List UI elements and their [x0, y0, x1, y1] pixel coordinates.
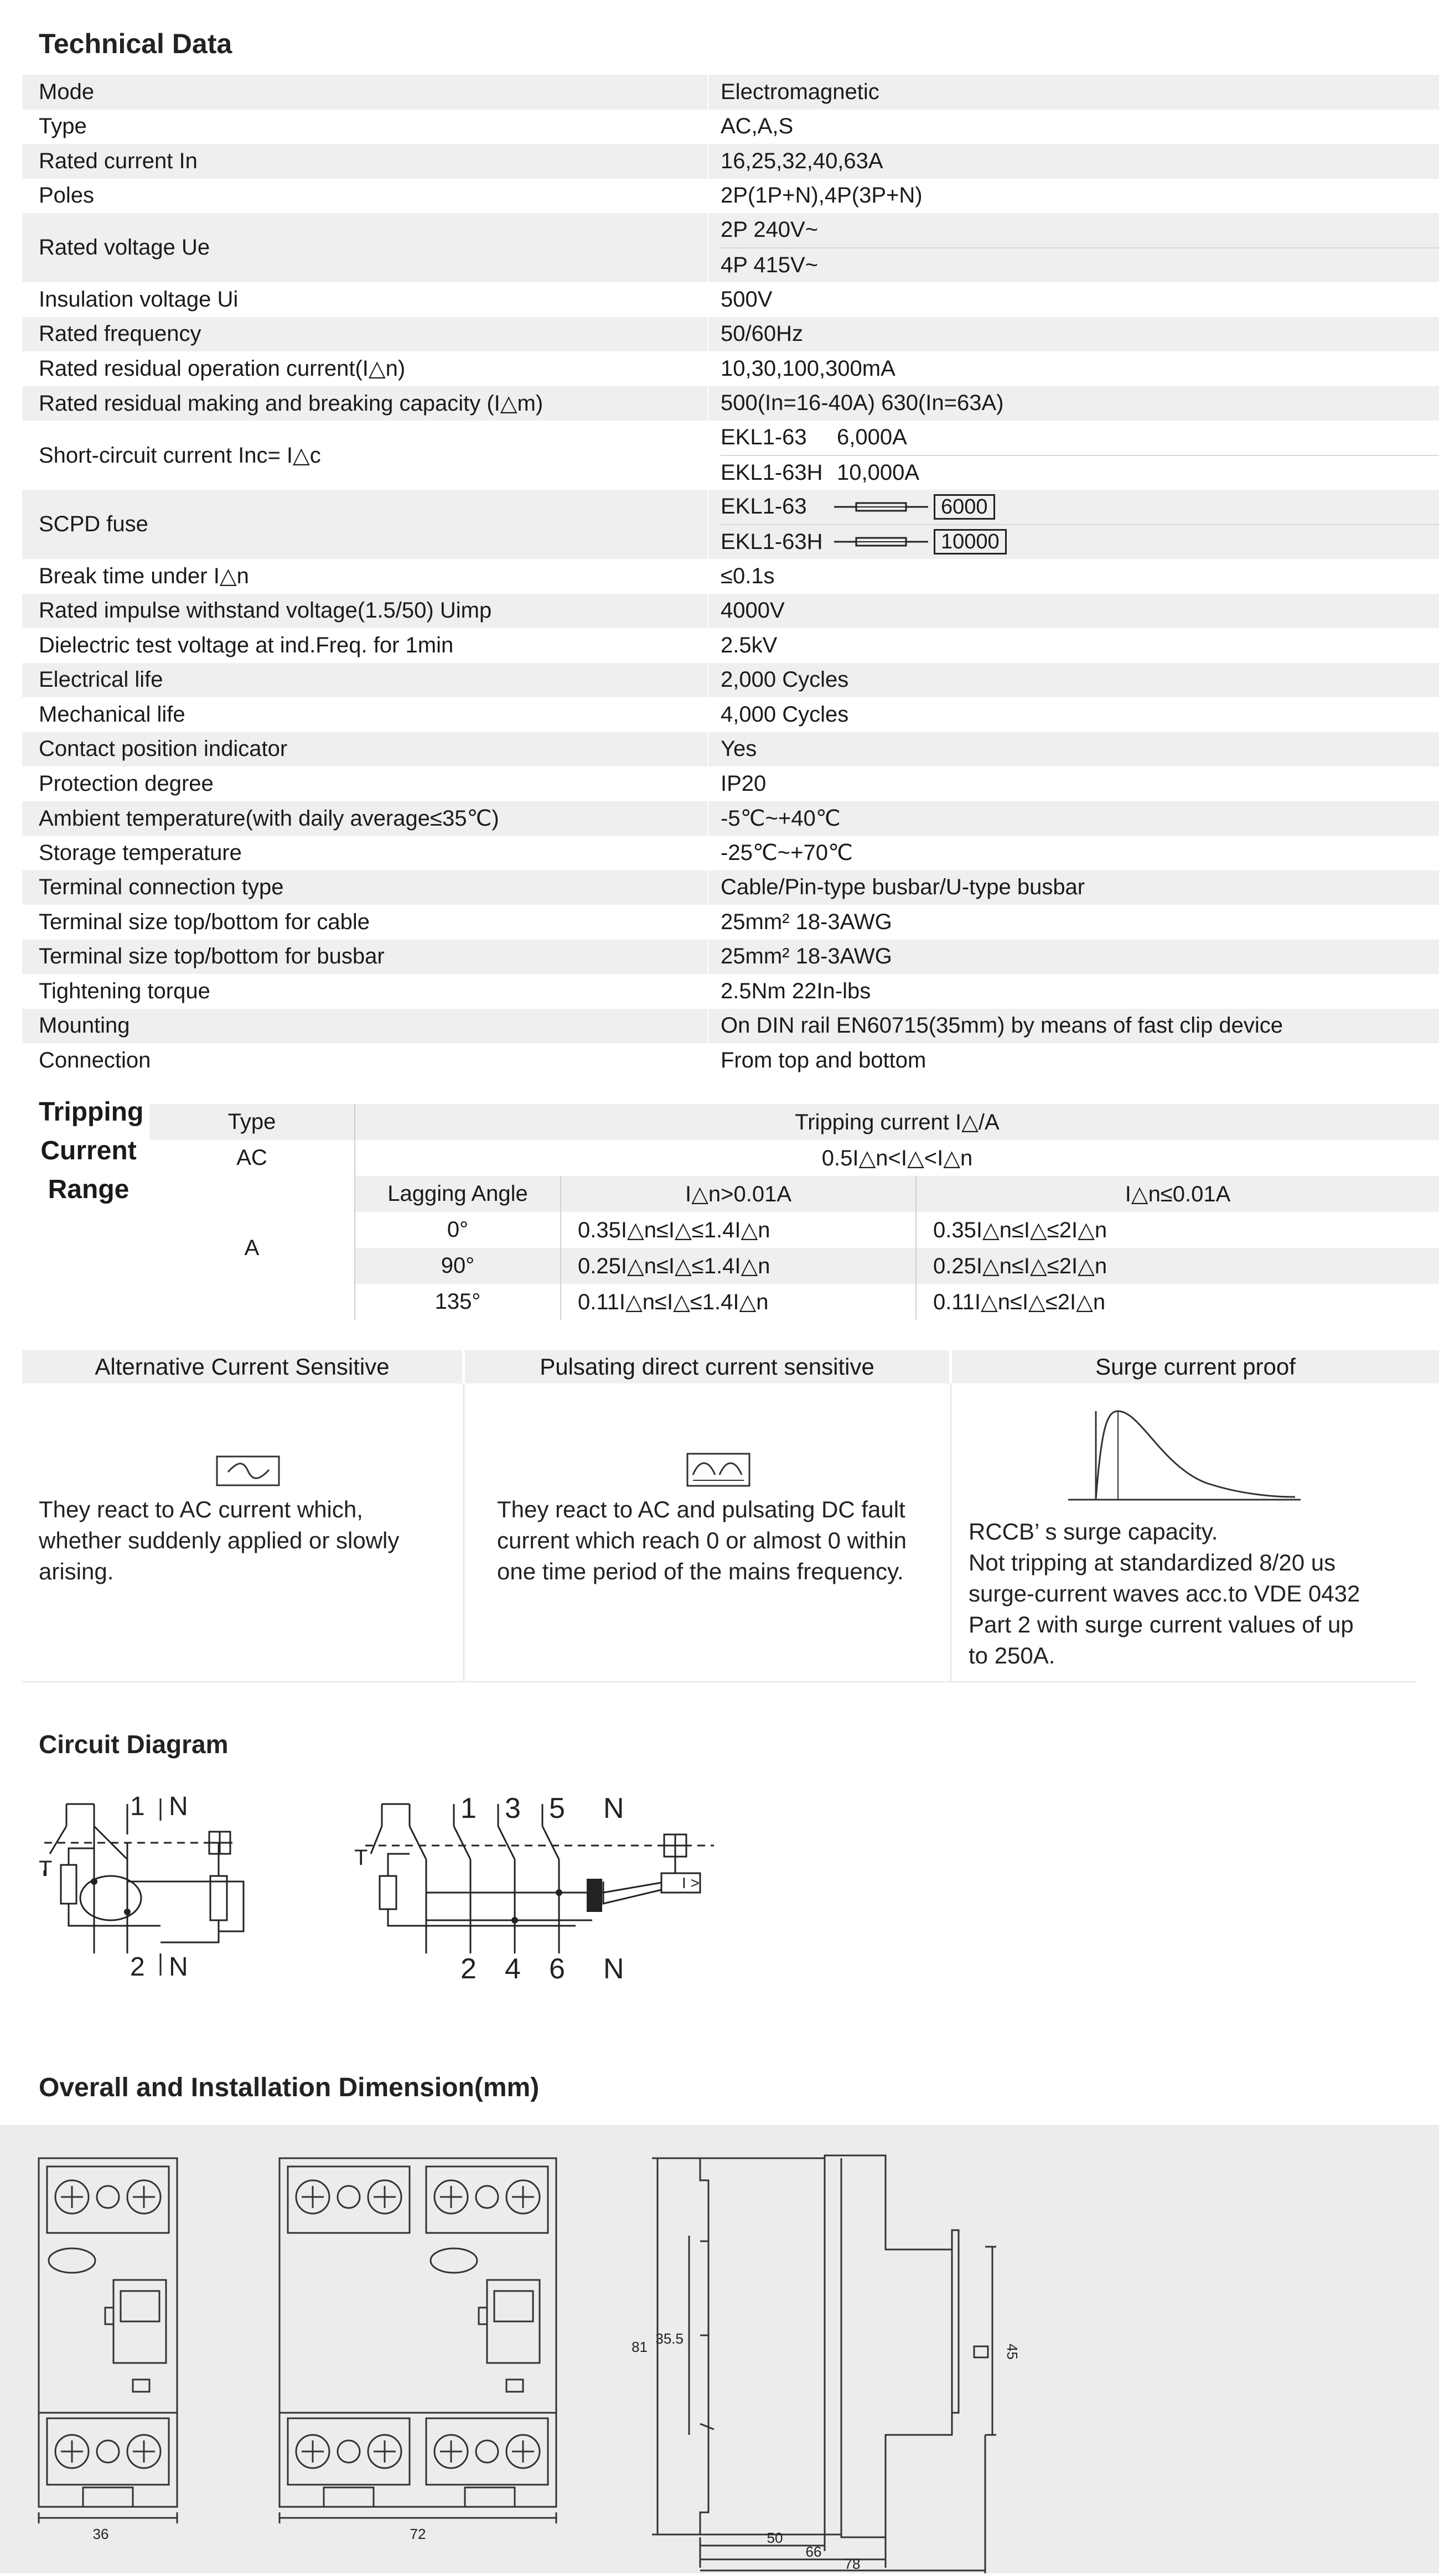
fuse-rating: 6000: [934, 494, 995, 520]
spec-row: [22, 351, 1439, 386]
spec-row: [22, 179, 1439, 214]
c2-top-3: 3: [505, 1793, 521, 1825]
trip-type-header: Type: [227, 1110, 276, 1134]
circuit-diagram-4p: [354, 1793, 731, 1981]
sens-title-surge: Surge current proof: [952, 1350, 1439, 1383]
spec-value: [707, 490, 1439, 559]
spec-subvalue: 4P 415V~: [721, 247, 1439, 283]
sens-line: They react to AC current which,: [39, 1496, 363, 1522]
spec-row: [22, 282, 1439, 317]
spec-key: Mechanical life: [39, 702, 185, 727]
dim-depth-50: 50: [767, 2530, 783, 2546]
spec-row: [22, 110, 1439, 144]
spec-key: Connection: [39, 1048, 151, 1072]
sens-line: to 250A.: [969, 1642, 1055, 1668]
model-name: EKL1-63: [721, 494, 807, 519]
spec-row: [22, 490, 1439, 559]
spec-key: Contact position indicator: [39, 737, 288, 761]
tripping-table: [149, 1104, 1439, 1320]
spec-key: Ambient temperature(with daily average≤35℃): [39, 806, 499, 831]
spec-key: Short-circuit current Inc= I△c: [39, 443, 321, 468]
trip-row: [354, 1248, 1439, 1284]
trip-v1: 0.25I△n≤I△≤1.4I△n: [578, 1253, 770, 1278]
trip-header-row: [149, 1104, 1439, 1140]
trip-a-block: [149, 1176, 1439, 1320]
spec-value: Cable/Pin-type busbar/U-type busbar: [707, 870, 1439, 905]
spec-row: [22, 594, 1439, 629]
trip-v1: 0.35I△n≤I△≤1.4I△n: [578, 1217, 770, 1242]
c1-bot-2: 2: [130, 1952, 145, 1981]
sens-line: surge-current waves acc.to VDE 0432: [969, 1580, 1360, 1606]
sens-line: one time period of the mains frequency.: [497, 1558, 904, 1584]
sens-line: whether suddenly applied or slowly: [39, 1527, 400, 1553]
spec-value: AC,A,S: [707, 110, 1439, 144]
spec-row: [22, 697, 1439, 732]
spec-key: Type: [39, 114, 87, 139]
pulsating-dc-icon: [686, 1453, 753, 1488]
ac-wave-icon: [216, 1455, 282, 1489]
trip-a-header: [354, 1176, 1439, 1212]
trip-v2: 0.25I△n≤I△≤2I△n: [933, 1253, 1107, 1278]
trip-v2: 0.11I△n≤I△≤2I△n: [933, 1289, 1106, 1314]
trip-angle: 135°: [434, 1289, 481, 1314]
trip-a-label: A: [244, 1235, 260, 1260]
spec-row: [22, 732, 1439, 767]
spec-key: Rated current In: [39, 148, 198, 173]
spec-key: Rated impulse withstand voltage(1.5/50) Uimp: [39, 598, 492, 623]
dim-height-right: 45: [1004, 2344, 1021, 2360]
c2-top-1: 1: [460, 1793, 477, 1825]
circuit-diagram-2p: [33, 1793, 266, 1981]
spec-row: [22, 766, 1439, 801]
spec-value: 2.5kV: [707, 628, 1439, 663]
trip-h2: I△n≤0.01A: [1125, 1181, 1231, 1206]
spec-value: 10,30,100,300mA: [707, 351, 1439, 386]
spec-key: Storage temperature: [39, 840, 242, 865]
spec-value: 25mm² 18-3AWG: [707, 905, 1439, 940]
spec-key: Electrical life: [39, 667, 163, 692]
c1-bot-n: N: [169, 1952, 188, 1981]
spec-model-line: [721, 421, 1439, 455]
front-2p: [39, 2158, 177, 2507]
spec-key: Dielectric test voltage at ind.Freq. for 1min: [39, 633, 454, 657]
sens-title-pulsating: Pulsating direct current sensitive: [465, 1350, 949, 1383]
spec-row: [22, 421, 1439, 490]
c2-top-n: N: [603, 1793, 624, 1825]
spec-row: [22, 905, 1439, 940]
spec-row: [22, 386, 1439, 421]
dim-height-total: 81: [631, 2339, 648, 2355]
spec-model-line: [721, 490, 1439, 524]
spec-row: [22, 940, 1439, 975]
spec-value: Electromagnetic: [707, 75, 1439, 110]
spec-row: [22, 559, 1439, 594]
trip-lag-header: Lagging Angle: [387, 1181, 528, 1206]
spec-key: Rated voltage Ue: [39, 235, 210, 260]
c2-bot-2: 2: [460, 1953, 477, 1981]
dim-depth-78: 78: [844, 2556, 861, 2572]
page-title: Technical Data: [39, 28, 232, 59]
dimension-panel: [0, 2125, 1439, 2573]
circuit-title: Circuit Diagram: [39, 1730, 229, 1759]
spec-value: 2P(1P+N),4P(3P+N): [707, 179, 1439, 214]
spec-value: -25℃~+70℃: [707, 836, 1439, 870]
trip-ac-value: 0.5I△n<I△<I△n: [821, 1146, 973, 1170]
spec-key: Rated residual operation current(I△n): [39, 356, 406, 381]
side-view: [700, 2155, 952, 2537]
dim-depth-66: 66: [805, 2543, 822, 2560]
spec-model-line: [721, 455, 1439, 490]
c2-bot-n: N: [603, 1953, 624, 1981]
spec-value: From top and bottom: [707, 1043, 1439, 1078]
c2-bot-4: 4: [505, 1953, 521, 1981]
trip-current-header: Tripping current I△/A: [795, 1110, 1000, 1134]
dim-4p-width: 72: [410, 2526, 426, 2542]
trip-h1: I△n>0.01A: [685, 1181, 791, 1206]
spec-key: Rated frequency: [39, 322, 201, 346]
spec-value: 25mm² 18-3AWG: [707, 940, 1439, 975]
fuse-icon: [834, 501, 928, 512]
technical-data-table: [22, 75, 1439, 1078]
trip-v1: 0.11I△n≤I△≤1.4I△n: [578, 1289, 769, 1314]
c2-t-label: T: [354, 1846, 368, 1870]
sens-line: They react to AC and pulsating DC fault: [497, 1496, 905, 1522]
c1-t-label: T: [39, 1857, 53, 1881]
model-name: EKL1-63H: [721, 529, 823, 554]
sens-desc-surge: [969, 1516, 1360, 1671]
spec-key: Mounting: [39, 1013, 130, 1038]
spec-row: [22, 317, 1439, 352]
spec-row: [22, 213, 1439, 282]
dimension-title: Overall and Installation Dimension(mm): [39, 2073, 540, 2102]
sens-line: RCCB’ s surge capacity.: [969, 1518, 1218, 1544]
spec-row: [22, 801, 1439, 836]
trip-ac-row: [149, 1140, 1439, 1176]
dimension-drawing: [0, 2125, 1439, 2573]
spec-row: [22, 1043, 1439, 1078]
spec-value: 4,000 Cycles: [707, 697, 1439, 732]
sens-line: current which reach 0 or almost 0 within: [497, 1527, 907, 1553]
spec-value: -5℃~+40℃: [707, 801, 1439, 836]
spec-key: Rated residual making and breaking capacity (I△m): [39, 391, 543, 416]
dim-2p-width: 36: [92, 2526, 109, 2542]
model-value: 6,000A: [837, 425, 907, 450]
spec-row: [22, 75, 1439, 110]
sensitivity-panels: [22, 1350, 1439, 1682]
c1-top-n: N: [169, 1793, 188, 1821]
sens-line: arising.: [39, 1558, 114, 1584]
c2-sensor-label: I >: [682, 1874, 700, 1891]
spec-row: [22, 974, 1439, 1009]
spec-value: On DIN rail EN60715(35mm) by means of fast clip device: [707, 1009, 1439, 1044]
trip-ac-label: AC: [236, 1146, 267, 1170]
spec-row: [22, 836, 1439, 870]
spec-value: 4000V: [707, 594, 1439, 629]
spec-value: IP20: [707, 766, 1439, 801]
spec-key: SCPD fuse: [39, 512, 148, 536]
spec-value: [707, 421, 1439, 490]
spec-value: Yes: [707, 732, 1439, 767]
model-value: 10,000A: [837, 460, 920, 485]
spec-value: ≤0.1s: [707, 559, 1439, 594]
tripping-title: Tripping Current Range: [39, 1097, 144, 1204]
model-name: EKL1-63H: [721, 460, 823, 485]
spec-key: Terminal connection type: [39, 875, 284, 900]
sens-desc-ac: [39, 1494, 399, 1587]
sens-desc-pulsating: [497, 1494, 907, 1587]
fuse-icon: [834, 536, 928, 547]
trip-angle: 0°: [447, 1217, 469, 1242]
spec-value: [707, 213, 1439, 282]
spec-key: Insulation voltage Ui: [39, 287, 239, 312]
model-name: EKL1-63: [721, 425, 807, 450]
sens-line: Part 2 with surge current values of up: [969, 1611, 1354, 1637]
surge-curve-icon: [1063, 1406, 1306, 1505]
spec-value: 16,25,32,40,63A: [707, 144, 1439, 179]
fuse-rating: 10000: [934, 529, 1007, 554]
spec-row: [22, 1009, 1439, 1044]
spec-key: Break time under I△n: [39, 564, 249, 589]
spec-row: [22, 663, 1439, 698]
spec-value: 50/60Hz: [707, 317, 1439, 352]
spec-subvalue: 2P 240V~: [721, 217, 819, 242]
spec-value: 500(In=16-40A) 630(In=63A): [707, 386, 1439, 421]
c2-top-5: 5: [549, 1793, 565, 1825]
trip-row: [354, 1212, 1439, 1248]
spec-row: [22, 144, 1439, 179]
c2-bot-6: 6: [549, 1953, 565, 1981]
spec-row: [22, 870, 1439, 905]
trip-angle: 90°: [441, 1253, 475, 1278]
spec-model-line: [721, 524, 1439, 559]
spec-value: 2.5Nm 22In-lbs: [707, 974, 1439, 1009]
dim-height-inner: 35.5: [655, 2330, 684, 2347]
c1-top-1: 1: [130, 1793, 145, 1821]
spec-key: Terminal size top/bottom for cable: [39, 909, 370, 934]
spec-key: Mode: [39, 79, 95, 104]
spec-key: Terminal size top/bottom for busbar: [39, 944, 385, 969]
sens-title-ac: Alternative Current Sensitive: [22, 1350, 462, 1383]
trip-v2: 0.35I△n≤I△≤2I△n: [933, 1217, 1107, 1242]
spec-key: Tightening torque: [39, 978, 210, 1003]
trip-row: [354, 1284, 1439, 1320]
spec-key: Protection degree: [39, 771, 214, 796]
sens-line: Not tripping at standardized 8/20 us: [969, 1549, 1336, 1575]
spec-value: 500V: [707, 282, 1439, 317]
spec-row: [22, 628, 1439, 663]
spec-value: 2,000 Cycles: [707, 663, 1439, 698]
spec-key: Poles: [39, 183, 95, 208]
